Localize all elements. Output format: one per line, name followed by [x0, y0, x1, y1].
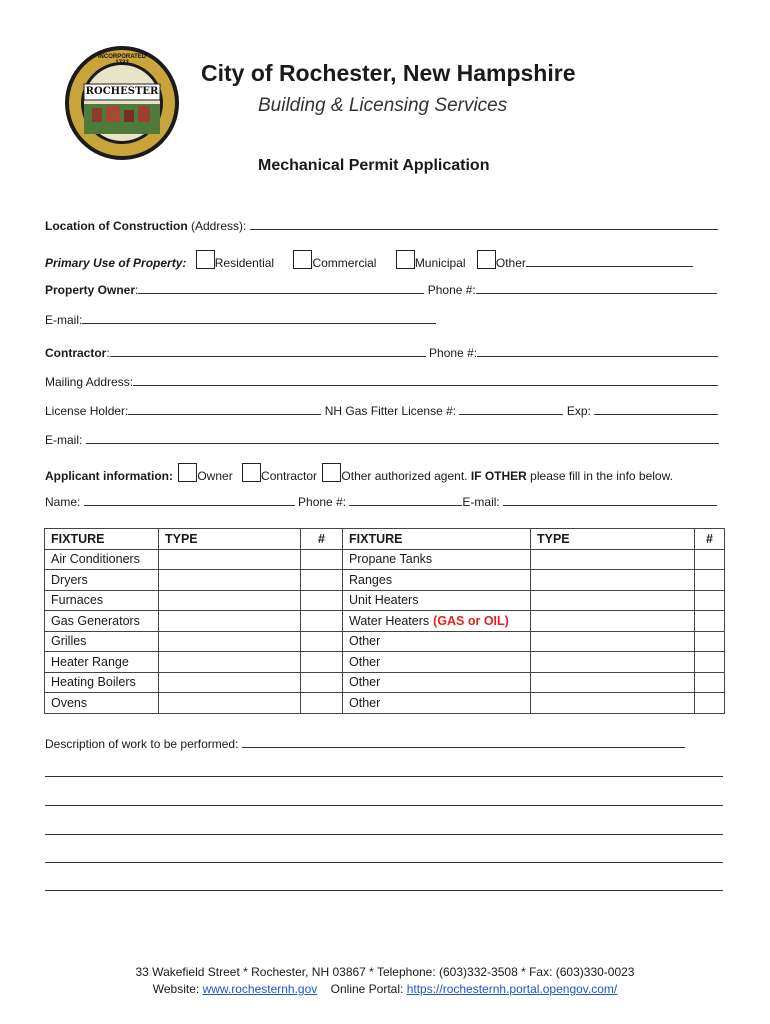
- fixture-type-left-cell[interactable]: [159, 652, 301, 673]
- owner-email-row: [45, 312, 436, 327]
- fixture-type-left-cell[interactable]: [159, 570, 301, 591]
- location-label: Location of Construction: [45, 219, 188, 233]
- fixture-table: [44, 528, 725, 714]
- form-title: Mechanical Permit Application: [258, 157, 490, 174]
- footer-address: 33 Wakefield Street * Rochester, NH 03867 * Telephone: (603)332-3508 * Fax: (603)330-0023: [135, 965, 635, 979]
- fixture-name-left: [45, 693, 159, 714]
- fixture-name-left: [45, 549, 159, 570]
- fixture-type-right-cell[interactable]: [531, 590, 695, 611]
- fixture-type-right-cell[interactable]: [531, 631, 695, 652]
- license-holder-label: License Holder:: [45, 404, 129, 418]
- contractor-label: Contractor: [45, 346, 107, 360]
- fixture-name-right: [343, 652, 531, 673]
- fixture-name-right-text: Ranges: [349, 572, 393, 587]
- fixture-type-left-cell[interactable]: [159, 693, 301, 714]
- fixture-name-right: [343, 611, 531, 632]
- fixture-name-left-text: Heater Range: [51, 654, 129, 669]
- fixture-name-left: [45, 652, 159, 673]
- commercial-label: Commercial: [312, 256, 377, 270]
- fixture-name-left: [45, 590, 159, 611]
- description-line-3[interactable]: [45, 834, 723, 835]
- fixture-name-right-text: Other: [349, 634, 381, 649]
- name-input[interactable]: [84, 494, 295, 506]
- fixture-count-left-cell[interactable]: [301, 652, 343, 673]
- owner-checkbox[interactable]: [178, 463, 197, 482]
- primary-use-label: Primary Use of Property:: [45, 256, 187, 270]
- name-email-label: E-mail:: [462, 495, 500, 509]
- header-type-left: TYPE: [159, 529, 301, 550]
- mailing-input[interactable]: [133, 374, 718, 386]
- table-row: [45, 652, 725, 673]
- description-label: Description of work to be performed:: [45, 737, 239, 751]
- fixture-name-left: [45, 570, 159, 591]
- fixture-name-right-text: Unit Heaters: [349, 593, 419, 608]
- table-row: [45, 611, 725, 632]
- fixture-count-right-cell[interactable]: [695, 672, 725, 693]
- mailing-label: Mailing Address:: [45, 375, 134, 389]
- fixture-count-left-cell[interactable]: [301, 672, 343, 693]
- location-input[interactable]: [250, 218, 718, 230]
- fixture-type-right-cell[interactable]: [531, 672, 695, 693]
- location-suffix: (Address):: [187, 219, 247, 233]
- department-subtitle: Building & Licensing Services: [258, 95, 508, 116]
- fixture-name-left: [45, 631, 159, 652]
- name-phone-input[interactable]: [349, 494, 462, 506]
- table-row: [45, 672, 725, 693]
- table-row: [45, 590, 725, 611]
- website-link[interactable]: www.rochesternh.gov: [202, 982, 318, 996]
- fixture-count-left-cell[interactable]: [301, 570, 343, 591]
- fixture-name-right-text: Other: [349, 654, 381, 669]
- gas-fitter-input[interactable]: [459, 403, 563, 415]
- footer-links: [0, 982, 770, 996]
- exp-label: Exp:: [566, 404, 591, 418]
- fixture-type-right-cell[interactable]: [531, 652, 695, 673]
- residential-checkbox[interactable]: [196, 250, 215, 269]
- name-row: [45, 494, 717, 509]
- fixture-type-left-cell[interactable]: [159, 590, 301, 611]
- residential-label: Residential: [214, 256, 275, 270]
- other-agent-label: Other authorized agent.: [341, 469, 468, 483]
- portal-label: Online Portal:: [330, 982, 404, 996]
- fixture-name-right-text: Propane Tanks: [349, 552, 433, 567]
- fixture-count-left-cell[interactable]: [301, 631, 343, 652]
- contractor-phone-label: Phone #:: [429, 346, 478, 360]
- fixture-name-left-text: Ovens: [51, 695, 88, 710]
- if-other-text: IF OTHER: [470, 469, 527, 483]
- seal-name-text: ROCHESTER: [85, 86, 159, 97]
- location-row: [45, 218, 718, 233]
- name-phone-label: Phone #:: [298, 495, 347, 509]
- fixture-name-right-text: Other: [349, 675, 381, 690]
- table-row: [45, 570, 725, 591]
- other-use-input[interactable]: [526, 255, 693, 267]
- table-row: [45, 549, 725, 570]
- city-title: City of Rochester, New Hampshire: [201, 60, 576, 86]
- header-count-right: #: [695, 529, 725, 550]
- other-agent-checkbox[interactable]: [322, 463, 341, 482]
- applicant-row: [45, 463, 673, 483]
- fixture-count-right-cell[interactable]: [695, 549, 725, 570]
- owner-option-label: Owner: [197, 469, 233, 483]
- description-row: [45, 736, 685, 751]
- fixture-table-header: [45, 529, 725, 550]
- contractor-email-row: [45, 432, 719, 447]
- commercial-checkbox[interactable]: [293, 250, 312, 269]
- property-owner-row: Property Owner: Phone #:: [45, 282, 717, 297]
- description-input[interactable]: [242, 736, 685, 748]
- fixture-count-right-cell[interactable]: [695, 652, 725, 673]
- fixture-name-left-text: Gas Generators: [51, 613, 140, 628]
- applicant-label: Applicant information:: [45, 469, 173, 483]
- fixture-type-right-cell[interactable]: [531, 693, 695, 714]
- city-seal: [62, 44, 182, 162]
- fixture-name-left-text: Air Conditioners: [51, 552, 140, 567]
- contractor-email-input[interactable]: [86, 432, 719, 444]
- fixture-name-right: [343, 631, 531, 652]
- header-count-left: #: [301, 529, 343, 550]
- other-use-label: Other: [495, 256, 526, 270]
- fixture-count-right-cell[interactable]: [695, 590, 725, 611]
- fixture-name-left-text: Furnaces: [51, 593, 104, 608]
- property-owner-input[interactable]: [138, 282, 424, 294]
- fixture-count-right-cell[interactable]: [695, 631, 725, 652]
- owner-email-label: E-mail:: [45, 313, 83, 327]
- fixture-count-left-cell[interactable]: [301, 693, 343, 714]
- fixture-type-right-cell[interactable]: [531, 611, 695, 632]
- seal-ring-text: INCORPORATED 1722: [97, 54, 147, 66]
- fixture-name-left: [45, 672, 159, 693]
- fixture-count-right-cell[interactable]: [695, 693, 725, 714]
- if-other-instruction: please fill in the info below.: [526, 469, 673, 483]
- name-label: Name:: [45, 495, 81, 509]
- fixture-name-right-text: Other: [349, 695, 381, 710]
- water-heater-fuel-note: (GAS or OIL): [433, 613, 509, 628]
- fixture-count-left-cell[interactable]: [301, 549, 343, 570]
- contractor-phone-input[interactable]: [477, 345, 718, 357]
- fixture-count-left-cell[interactable]: [301, 590, 343, 611]
- municipal-checkbox[interactable]: [396, 250, 415, 269]
- fixture-name-right: [343, 570, 531, 591]
- table-row: [45, 693, 725, 714]
- fixture-name-right: [343, 672, 531, 693]
- fixture-type-right-cell[interactable]: [531, 570, 695, 591]
- license-holder-input[interactable]: [128, 403, 321, 415]
- description-line-4[interactable]: [45, 862, 723, 863]
- gas-fitter-label: NH Gas Fitter License #:: [324, 404, 457, 418]
- fixture-name-left: [45, 611, 159, 632]
- description-line-5[interactable]: [45, 890, 723, 891]
- description-line-1[interactable]: [45, 776, 723, 777]
- fixture-type-left-cell[interactable]: [159, 611, 301, 632]
- contractor-email-label: E-mail:: [45, 433, 83, 447]
- header-fixture-right: FIXTURE: [343, 529, 531, 550]
- contractor-option-label: Contractor: [261, 469, 318, 483]
- fixture-name-right: [343, 693, 531, 714]
- owner-phone-label: Phone #:: [427, 283, 476, 297]
- fixture-count-right-cell[interactable]: [695, 611, 725, 632]
- fixture-count-left-cell[interactable]: [301, 611, 343, 632]
- primary-use-row: [45, 250, 693, 270]
- fixture-name-left-text: Grilles: [51, 634, 87, 649]
- fixture-name-right: [343, 549, 531, 570]
- fixture-name-left-text: Heating Boilers: [51, 675, 136, 690]
- owner-phone-input[interactable]: [476, 282, 717, 294]
- contractor-checkbox[interactable]: [242, 463, 261, 482]
- fixture-name-right: [343, 590, 531, 611]
- fixture-type-left-cell[interactable]: [159, 549, 301, 570]
- fixture-type-left-cell[interactable]: [159, 631, 301, 652]
- header-fixture-left: FIXTURE: [45, 529, 159, 550]
- fixture-name-left-text: Dryers: [51, 572, 88, 587]
- mailing-row: [45, 374, 718, 389]
- municipal-label: Municipal: [414, 256, 466, 270]
- license-row: [45, 403, 718, 418]
- exp-input[interactable]: [594, 403, 718, 415]
- fixture-count-right-cell[interactable]: [695, 570, 725, 591]
- fixture-name-right-text: Water Heaters: [349, 613, 430, 628]
- property-owner-label: Property Owner: [45, 283, 136, 297]
- other-use-checkbox[interactable]: [477, 250, 496, 269]
- fixture-type-right-cell[interactable]: [531, 549, 695, 570]
- fixture-type-left-cell[interactable]: [159, 672, 301, 693]
- description-line-2[interactable]: [45, 805, 723, 806]
- contractor-input[interactable]: [110, 345, 426, 357]
- portal-link[interactable]: https://rochesternh.portal.opengov.com/: [406, 982, 618, 996]
- table-row: [45, 631, 725, 652]
- header-type-right: TYPE: [531, 529, 695, 550]
- contractor-row: Contractor: Phone #:: [45, 345, 718, 360]
- name-email-input[interactable]: [503, 494, 717, 506]
- website-label: Website:: [152, 982, 200, 996]
- owner-email-input[interactable]: [82, 312, 436, 324]
